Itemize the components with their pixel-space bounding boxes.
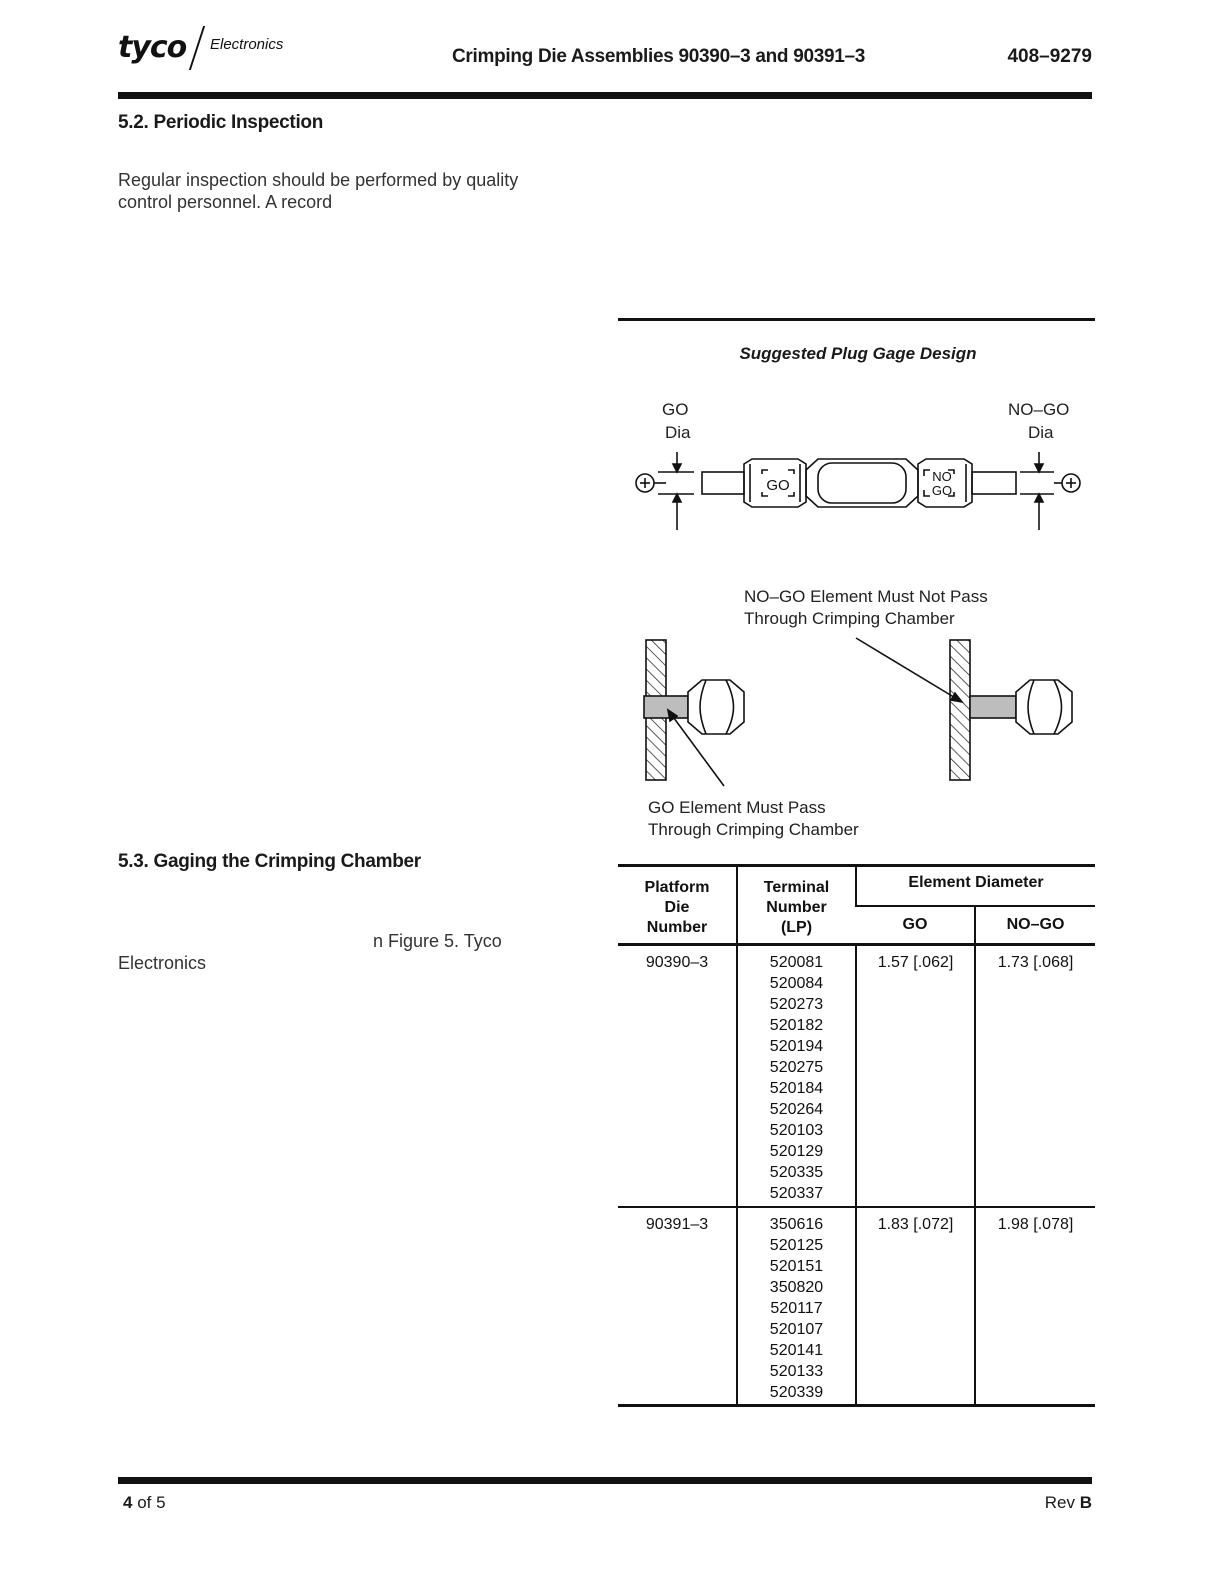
crimp-chamber-drawing	[618, 630, 1098, 790]
col-header-go: GO	[856, 906, 975, 945]
document-number: 408–9279	[1007, 46, 1092, 67]
table-row	[618, 945, 1095, 1208]
figure-top-rule	[618, 318, 1095, 321]
col-header-terminal-text: Terminal Number (LP)	[763, 879, 830, 936]
page-total: of 5	[132, 1493, 166, 1512]
revision-label: Rev	[1044, 1493, 1080, 1512]
header-rule	[118, 92, 1092, 99]
section-5-2-heading: 5.2. Periodic Inspection	[118, 112, 324, 133]
col-header-nogo: NO–GO	[975, 906, 1095, 945]
figure-title: Suggested Plug Gage Design	[739, 344, 977, 363]
tyco-logo	[118, 26, 288, 70]
plug-gage-drawing	[618, 440, 1098, 540]
col-header-die-text: Platform Die Number	[644, 879, 710, 936]
nogo-diameter-cell: 1.98 [.078]	[975, 1207, 1095, 1406]
page-number: 4	[123, 1493, 133, 1512]
die-number-cell: 90391–3	[618, 1207, 737, 1406]
footer-rule	[118, 1477, 1092, 1484]
table-row	[618, 1207, 1095, 1406]
document-title: Crimping Die Assemblies 90390–3 and 90391–3	[452, 46, 866, 67]
terminal-list-cell: 350616 520125 520151 350820 520117 520107 520141 520133 520339	[737, 1207, 856, 1406]
col-header-terminal	[737, 866, 856, 945]
go-dia-label: Dia	[665, 423, 691, 442]
nogo-callout-1: NO–GO Element Must Not Pass	[744, 587, 988, 606]
logo-sub: Electronics	[210, 36, 284, 53]
col-header-die	[618, 866, 737, 945]
nogo-label: NO–GO	[1008, 400, 1070, 419]
section-5-3-line-1: n Figure 5. Tyco	[373, 931, 502, 951]
section-5-2-line-1: Regular inspection should be performed by quality	[118, 170, 519, 190]
page-indicator	[123, 1493, 166, 1513]
go-callout-2: Through Crimping Chamber	[648, 820, 859, 839]
logo-brand: tyco	[118, 30, 187, 65]
nogo-callout-2: Through Crimping Chamber	[744, 609, 955, 628]
section-5-3-line-2: Electronics	[118, 953, 207, 973]
logo-slash	[189, 26, 205, 70]
go-diameter-cell: 1.83 [.072]	[856, 1207, 975, 1406]
section-5-2-line-2: control personnel. A record	[118, 192, 333, 212]
col-header-element-diameter: Element Diameter	[856, 866, 1095, 907]
section-5-3-heading: 5.3. Gaging the Crimping Chamber	[118, 851, 421, 872]
terminal-list-cell: 520081 520084 520273 520182 520194 520275 520184 520264 520103 520129 520335 520337	[737, 945, 856, 1208]
revision	[1045, 1493, 1092, 1513]
go-diameter-cell: 1.57 [.062]	[856, 945, 975, 1208]
go-stamp: GO	[766, 477, 790, 494]
gage-element-table	[618, 864, 1095, 1407]
nogo-dia-label: Dia	[1028, 423, 1054, 442]
revision-value: B	[1079, 1493, 1092, 1512]
go-callout-1: GO Element Must Pass	[648, 798, 826, 817]
die-number-cell: 90390–3	[618, 945, 737, 1208]
nogo-stamp-2: GO	[931, 483, 953, 498]
nogo-stamp-1: NO	[932, 469, 952, 484]
go-label: GO	[662, 400, 689, 419]
nogo-diameter-cell: 1.73 [.068]	[975, 945, 1095, 1208]
